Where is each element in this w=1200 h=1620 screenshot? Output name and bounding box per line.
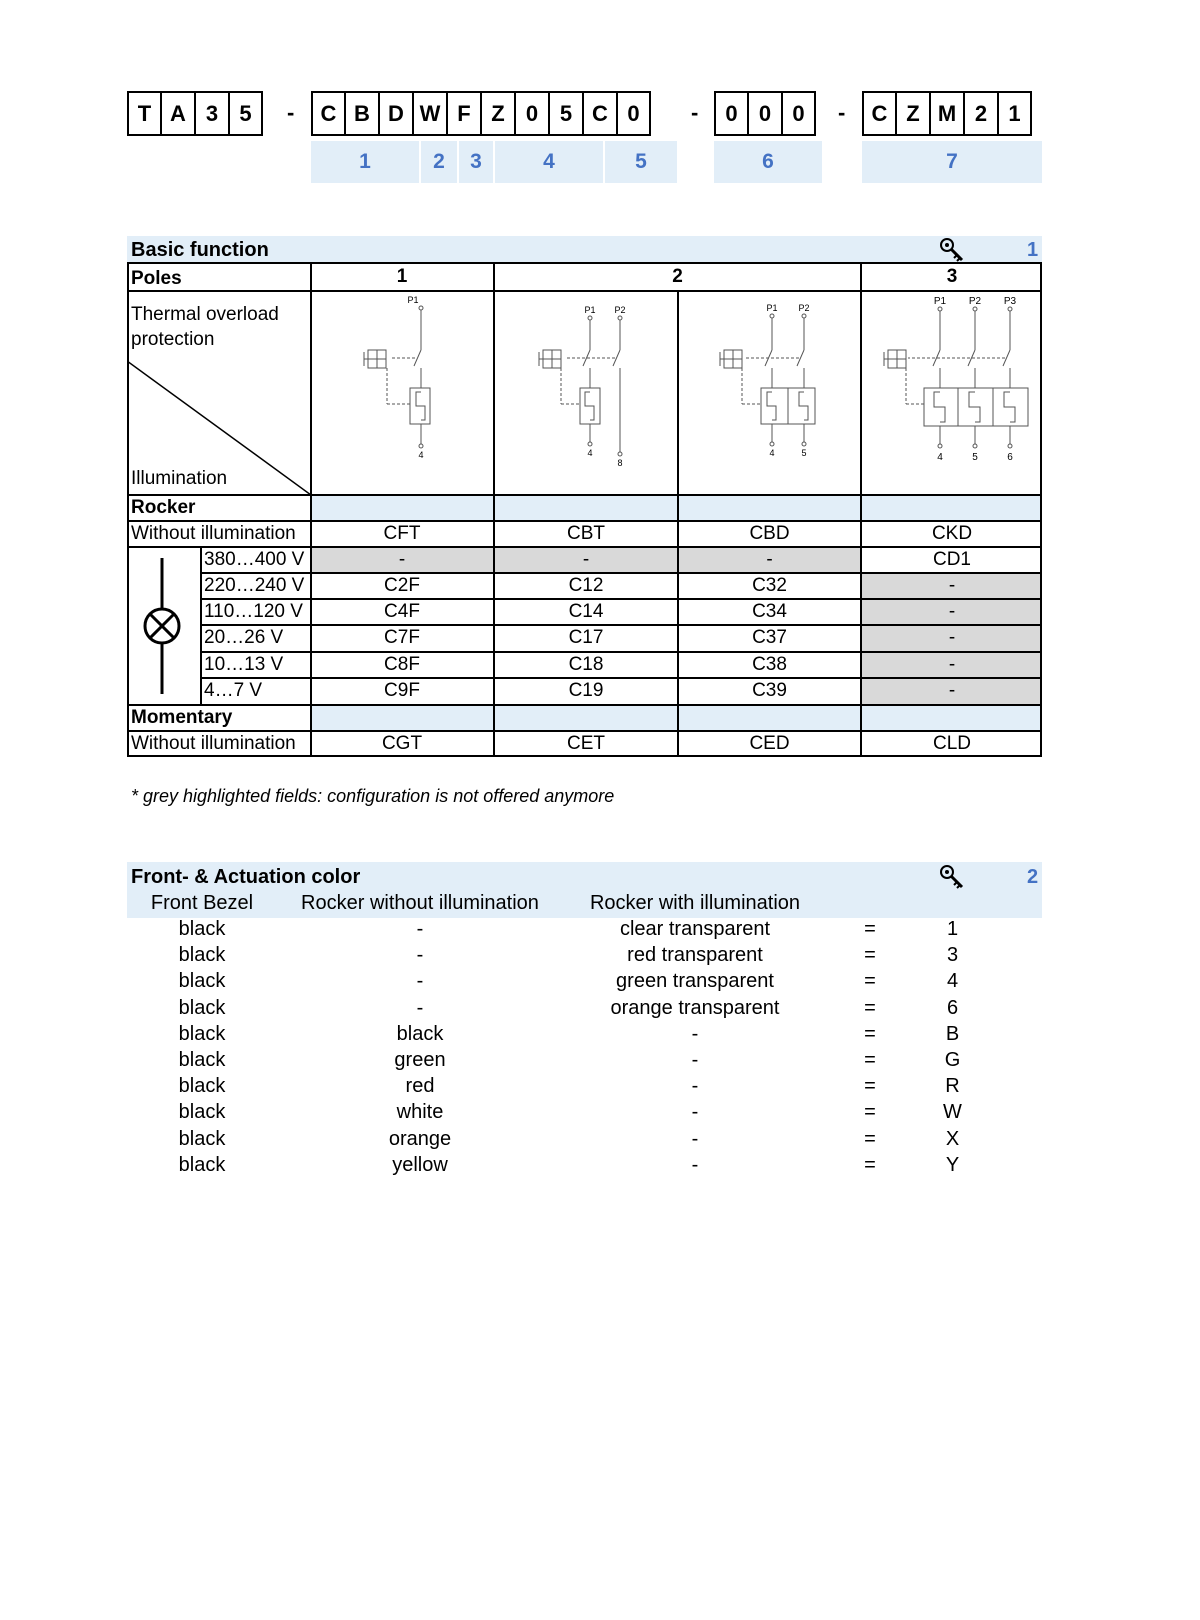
equals-cell: =	[864, 1127, 876, 1150]
terminal-label: 4	[587, 448, 593, 458]
voltage-code: C38	[752, 654, 787, 675]
code-segment: 3	[459, 141, 493, 183]
rocker-without-cell: black	[396, 1022, 444, 1045]
code-char: 0	[782, 91, 816, 136]
code-char: 0	[617, 91, 651, 136]
momentary-code: CET	[567, 733, 605, 754]
code-cell: 3	[946, 944, 959, 967]
equals-cell: =	[864, 996, 876, 1019]
key-icon	[939, 237, 965, 263]
voltage-label: 10…13 V	[204, 654, 284, 675]
code-char: A	[161, 91, 195, 136]
rocker-without-cell: -	[416, 918, 424, 940]
code-cell: W	[943, 1101, 962, 1124]
circuit-diagram-3pole	[862, 292, 1042, 494]
voltage-code: -	[948, 680, 956, 701]
code-cell: X	[945, 1127, 960, 1150]
code-char: Z	[896, 91, 930, 136]
rocker-with-cell: -	[691, 1022, 699, 1045]
equals-cell: =	[864, 944, 876, 967]
lamp-icon	[128, 548, 200, 704]
key-icon	[939, 864, 965, 890]
rocker-with-cell: -	[691, 1101, 699, 1124]
voltage-code: C18	[568, 654, 604, 675]
pole-2: 2	[672, 266, 683, 287]
code-cell: 4	[946, 970, 959, 993]
code-cell: R	[945, 1075, 960, 1098]
rocker-label: Rocker	[131, 497, 196, 518]
code-cell: 1	[946, 918, 959, 940]
rocker-code: CBD	[749, 523, 790, 544]
column-header: Rocker without illumination	[301, 892, 539, 914]
circuit-diagram-1pole	[312, 292, 493, 494]
code-char: Z	[481, 91, 515, 136]
footnote: * grey highlighted fields: configuration is not offered anymore	[131, 786, 615, 806]
code-segment: 7	[862, 141, 1042, 183]
voltage-label: 20…26 V	[204, 627, 284, 648]
rocker-with-cell: clear transparent	[619, 918, 771, 940]
voltage-code: C32	[752, 575, 787, 596]
front-bezel-cell: black	[178, 1049, 226, 1071]
section-title: Basic function	[131, 239, 269, 261]
voltage-code: C34	[752, 601, 787, 622]
voltage-code: C4F	[384, 601, 420, 622]
voltage-code: C19	[568, 680, 604, 701]
code-char: 0	[714, 91, 748, 136]
without-illumination-label: Without illumination	[131, 523, 296, 544]
voltage-code: -	[948, 654, 956, 675]
code-char: D	[379, 91, 413, 136]
grid-line	[200, 546, 202, 705]
voltage-code: C39	[752, 680, 787, 701]
rocker-with-cell: -	[691, 1127, 699, 1150]
equals-cell: =	[864, 1049, 876, 1071]
rocker-without-cell: -	[416, 996, 424, 1019]
grid-line	[127, 546, 1042, 548]
rocker-without-cell: red	[405, 1075, 435, 1098]
grid-line	[201, 624, 1042, 626]
code-separator: -	[287, 100, 295, 125]
rocker-without-cell: -	[416, 944, 424, 967]
equals-cell: =	[864, 1022, 876, 1045]
voltage-code: C7F	[384, 627, 420, 648]
code-char: M	[930, 91, 964, 136]
pole-3: 3	[946, 266, 958, 287]
terminal-label: 5	[972, 452, 978, 463]
code-cell: Y	[945, 1153, 960, 1176]
voltage-label: 380…400 V	[204, 549, 305, 570]
equals-cell: =	[864, 1075, 876, 1098]
grid-line	[127, 730, 1042, 732]
voltage-code: CD1	[932, 549, 971, 570]
code-segment: 1	[311, 141, 419, 183]
rocker-with-cell: -	[691, 1153, 699, 1176]
voltage-code: C12	[568, 575, 604, 596]
code-segment: 2	[421, 141, 457, 183]
terminal-label: 8	[617, 458, 623, 468]
code-char: 0	[748, 91, 782, 136]
rocker-with-cell: red transparent	[627, 944, 763, 967]
terminal-label: P2	[614, 305, 626, 315]
code-separator: -	[691, 100, 699, 125]
code-char: 5	[549, 91, 583, 136]
code-char: T	[127, 91, 161, 136]
voltage-code: -	[948, 601, 956, 622]
code-char: F	[447, 91, 481, 136]
terminal-label: P2	[798, 303, 810, 313]
rocker-without-cell: orange	[388, 1127, 452, 1150]
code-char: 3	[195, 91, 229, 136]
equals-cell: =	[864, 970, 876, 993]
code-char: 2	[964, 91, 998, 136]
voltage-label: 220…240 V	[204, 575, 305, 596]
grid-line	[201, 572, 1042, 574]
voltage-code: C17	[568, 627, 604, 648]
section-number: 1	[1027, 239, 1039, 261]
momentary-code: CGT	[381, 733, 423, 754]
pole-1: 1	[396, 266, 408, 287]
rocker-without-cell: green	[394, 1049, 446, 1071]
terminal-label: P1	[584, 305, 596, 315]
equals-cell: =	[864, 1101, 876, 1124]
voltage-code: -	[766, 549, 773, 570]
voltage-code: -	[948, 627, 956, 648]
terminal-label: 5	[801, 448, 807, 458]
momentary-code: CED	[749, 733, 790, 754]
rocker-code: CFT	[383, 523, 421, 544]
grid-line	[127, 704, 1042, 706]
grid-line	[201, 677, 1042, 679]
voltage-code: -	[398, 549, 406, 570]
code-segment: 6	[714, 141, 822, 183]
rocker-with-cell: orange transparent	[610, 996, 780, 1019]
front-bezel-cell: black	[178, 1101, 226, 1124]
voltage-code: -	[582, 549, 590, 570]
terminal-label: P2	[968, 296, 982, 307]
rocker-without-cell: -	[416, 970, 424, 993]
front-bezel-cell: black	[178, 1153, 226, 1176]
rocker-code: CKD	[931, 523, 973, 544]
rocker-with-cell: -	[691, 1075, 699, 1098]
momentary-code: CLD	[932, 733, 971, 754]
voltage-code: C2F	[384, 575, 420, 596]
circuit-diagram-2pole-b	[679, 292, 860, 494]
code-char: 5	[229, 91, 263, 136]
terminal-label: P1	[766, 303, 778, 313]
terminal-label: P3	[1003, 296, 1017, 307]
front-bezel-cell: black	[178, 970, 226, 993]
voltage-code: C14	[568, 601, 604, 622]
illumination-label: Illumination	[131, 468, 228, 489]
code-segment: 5	[605, 141, 677, 183]
rocker-with-cell: -	[691, 1049, 699, 1071]
front-bezel-cell: black	[178, 996, 226, 1019]
code-char: B	[345, 91, 379, 136]
code-separator: -	[838, 100, 846, 125]
section-title: Front- & Actuation color	[131, 866, 361, 888]
rocker-without-cell: white	[396, 1101, 444, 1124]
voltage-label: 4…7 V	[204, 680, 263, 701]
terminal-label: 4	[937, 452, 943, 463]
voltage-code: C9F	[384, 680, 420, 701]
grid-line	[201, 598, 1042, 600]
thermal-label: Thermal overload protection	[131, 304, 279, 350]
front-bezel-cell: black	[178, 1022, 226, 1045]
terminal-label: 4	[769, 448, 775, 458]
front-bezel-cell: black	[178, 944, 226, 967]
without-illumination-label: Without illumination	[131, 733, 296, 754]
column-header: Rocker with illumination	[589, 892, 801, 914]
code-char: 0	[515, 91, 549, 136]
momentary-label: Momentary	[131, 707, 233, 728]
code-char: C	[311, 91, 345, 136]
front-bezel-cell: black	[178, 918, 226, 940]
terminal-label: 4	[418, 450, 424, 460]
voltage-code: -	[948, 575, 956, 596]
code-char: 1	[998, 91, 1032, 136]
rocker-without-cell: yellow	[392, 1153, 448, 1176]
code-char: C	[583, 91, 617, 136]
section-number: 2	[1027, 866, 1039, 888]
code-segment: 4	[495, 141, 603, 183]
equals-cell: =	[864, 1153, 876, 1176]
circuit-diagram-2pole-a	[495, 292, 677, 494]
column-header: Front Bezel	[150, 892, 254, 914]
voltage-code: C8F	[384, 654, 420, 675]
front-bezel-cell: black	[178, 1075, 226, 1098]
code-char: C	[862, 91, 896, 136]
poles-label: Poles	[131, 268, 182, 289]
terminal-label: P1	[933, 296, 947, 307]
grid-line	[127, 520, 1042, 522]
front-bezel-cell: black	[178, 1127, 226, 1150]
equals-cell: =	[864, 918, 876, 940]
terminal-label: 6	[1007, 452, 1013, 463]
rocker-with-cell: green transparent	[616, 970, 774, 993]
code-char: W	[413, 91, 447, 136]
rocker-code: CBT	[567, 523, 605, 544]
grid-line	[201, 651, 1042, 653]
code-cell: 6	[946, 996, 959, 1019]
terminal-label: P1	[407, 295, 419, 305]
voltage-code: C37	[752, 627, 787, 648]
code-cell: G	[944, 1049, 961, 1071]
voltage-label: 110…120 V	[204, 601, 303, 622]
code-cell: B	[945, 1022, 960, 1045]
